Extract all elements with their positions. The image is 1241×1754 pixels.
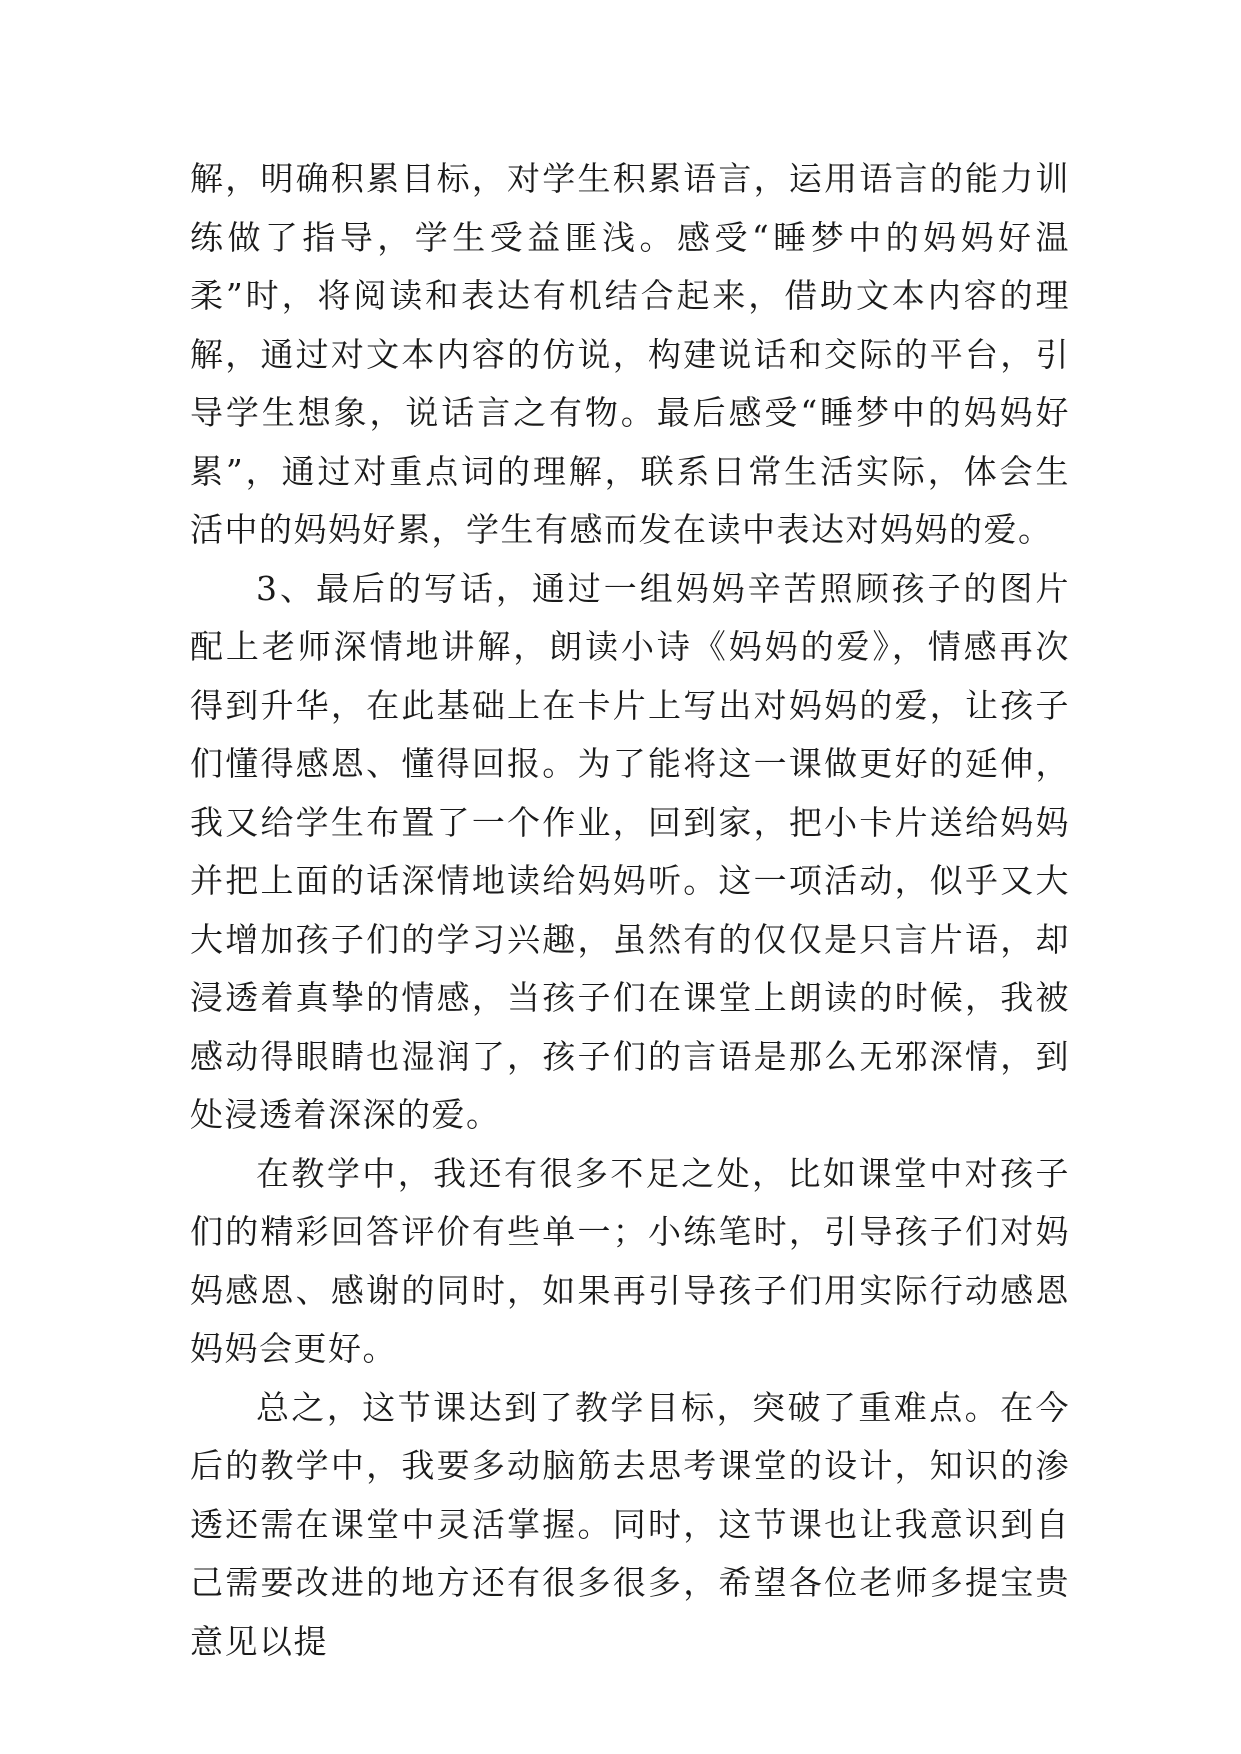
paragraph-4: 总之，这节课达到了教学目标，突破了重难点。在今后的教学中，我要多动脑筋去思考课堂的设计，知识的渗透还需在课堂中灵活掌握。同时，这节课也让我意识到自己需要改进的地方还有很多很多，希望各位老师多提宝贵意见以提	[190, 1387, 1070, 1661]
paragraph-3: 在教学中，我还有很多不足之处，比如课堂中对孩子们的精彩回答评价有些单一；小练笔时，引导孩子们对妈妈感恩、感谢的同时，如果再引导孩子们用实际行动感恩妈妈会更好。	[190, 1153, 1070, 1368]
document-body	[190, 150, 1070, 1671]
paragraph-2: 3、最后的写话，通过一组妈妈辛苦照顾孩子的图片配上老师深情地讲解，朗读小诗《妈妈的爱》，情感再次得到升华，在此基础上在卡片上写出对妈妈的爱，让孩子们懂得感恩、懂得回报。为了能将这一课做更好的延伸，我又给学生布置了一个作业，回到家，把小卡片送给妈妈并把上面的话深情地读给妈妈听。这一项活动，似乎又大大增加孩子们的学习兴趣，虽然有的仅仅是只言片语，却浸透着真挚的情感，当孩子们在课堂上朗读的时候，我被感动得眼睛也湿润了，孩子们的言语是那么无邪深情，到处浸透着深深的爱。	[190, 568, 1070, 1134]
paragraph-1: 解，明确积累目标，对学生积累语言，运用语言的能力训练做了指导，学生受益匪浅。感受“睡梦中的妈妈好温柔”时，将阅读和表达有机结合起来，借助文本内容的理解，通过对文本内容的仿说，构建说话和交际的平台，引导学生想象，说话言之有物。最后感受“睡梦中的妈妈好累”，通过对重点词的理解，联系日常生活实际，体会生活中的妈妈好累，学生有感而发在读中表达对妈妈的爱。	[190, 159, 1070, 549]
